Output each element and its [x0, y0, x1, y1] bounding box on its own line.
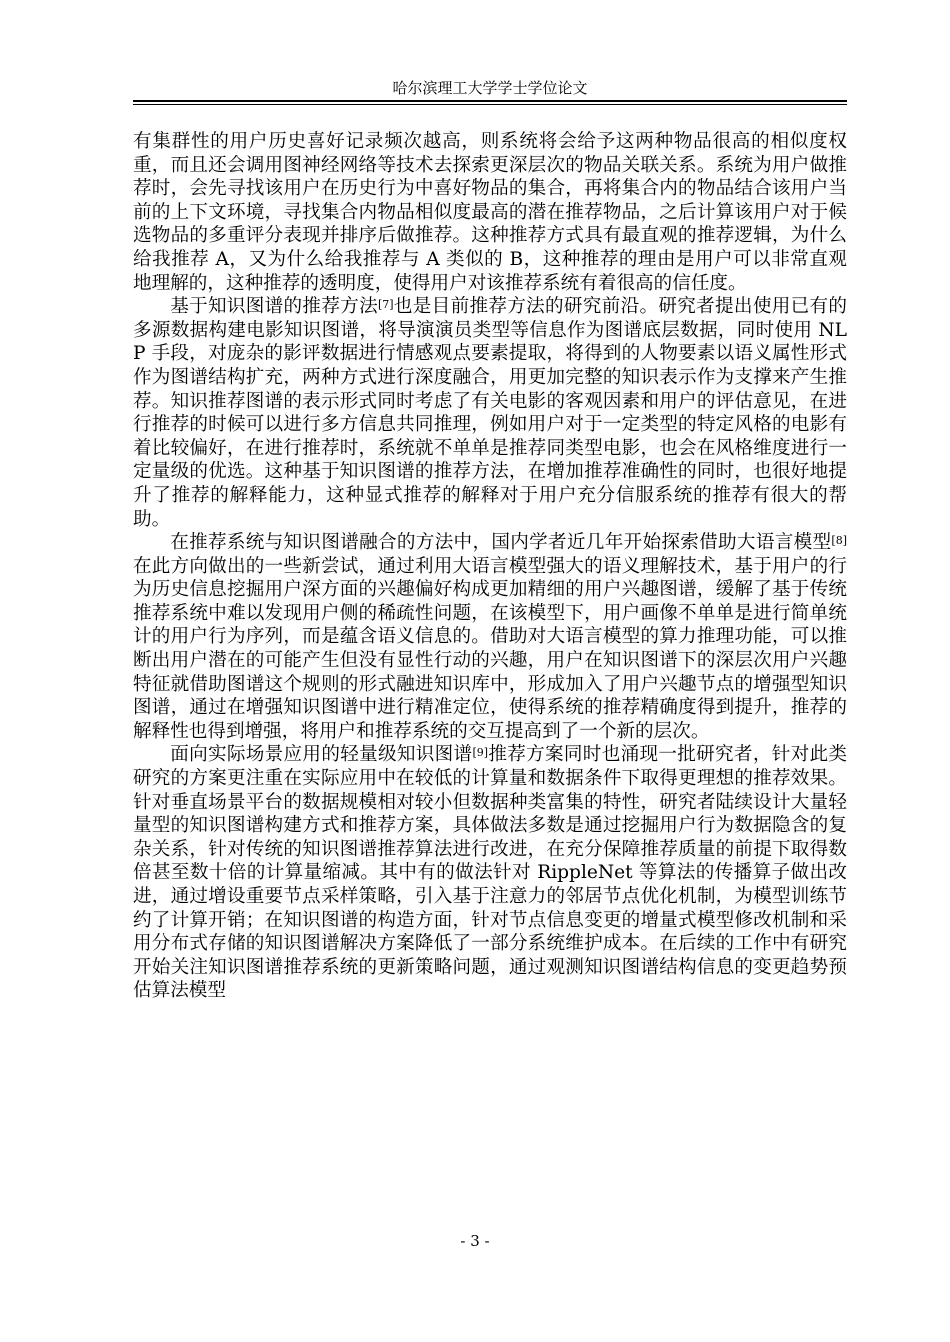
paragraph — [133, 130, 847, 295]
paragraph-text: 推荐方案同时也涌现一批研究者，针对此类研究的方案更注重在实际应用中在较低的计算量和数据条件下取得更理想的推荐效果。针对垂直场景平台的数据规模相对较小但数据种类富集的特性，研究者陆续设计大量轻量型的知识图谱构建方式和推荐方案，具体做法多数是通过挖掘用户行为数据隐含的复杂关系，针对传统的知识图谱推荐算法进行改进，在充分保障推荐质量的前提下取得数倍甚至数十倍的计算量缩减。其中有的做法针对 RippleNet 等算法的传播算子做出改进，通过增设重要节点采样策略，引入基于注意力的邻居节点优化机制，为模型训练节约了计算开销；在知识图谱的构造方面，针对节点信息变更的增量式模型修改机制和采用分布式存储的知识图谱解决方案降低了一部分系统维护成本。在后续的工作中有研究开始关注知识图谱推荐系统的更新策略问题，通过观测知识图谱结构信息的变更趋势预估算法模型 — [133, 744, 847, 1002]
citation-ref: [7] — [378, 298, 394, 312]
paragraph-text: 在此方向做出的一些新尝试，通过利用大语言模型强大的语义理解技术，基于用户的行为历史信息挖掘用户深方面的兴趣偏好构成更加精细的用户兴趣图谱，缓解了基于传统推荐系统中难以发现用户侧的稀疏性问题，在该模型下，用户画像不单单是进行简单统计的用户行为序列，而是蕴含语义信息的。借助对大语言模型的算力推理功能，可以推断出用户潜在的可能产生但没有显性行动的兴趣，用户在知识图谱下的深层次用户兴趣特征就借助图谱这个规则的形式融进知识库中，形成加入了用户兴趣节点的增强型知识图谱，通过在增强知识图谱中进行精准定位，使得系统的推荐精确度得到提升，推荐的解释性也得到增强，将用户和推荐系统的交互提高到了一个新的层次。 — [133, 555, 847, 742]
paragraph-text: 基于知识图谱的推荐方法 — [170, 296, 378, 318]
citation-ref: [9] — [472, 746, 489, 760]
body-text — [133, 130, 847, 1003]
page-number: - 3 - — [460, 1232, 490, 1250]
paragraph-text: 有集群性的用户历史喜好记录频次越高，则系统将会给予这两种物品很高的相似度权重，而且还会调用图神经网络等技术去探索更深层次的物品关联关系。系统为用户做推荐时，会先寻找该用户在历史行为中喜好物品的集合，再将集合内的物品结合该用户当前的上下文环境，寻找集合内物品相似度最高的潜在推荐物品，之后计算该用户对于候选物品的多重评分表现并排序后做推荐。这种推荐方式具有最直观的推荐逻辑，为什么给我推荐 A，又为什么给我推荐与 A 类似的 B，这种推荐的理由是用户可以非常直观地理解的，这种推荐的透明度，使得用户对该推荐系统有着很高的信任度。 — [133, 131, 847, 294]
paragraph — [133, 531, 847, 743]
paragraph — [133, 295, 847, 531]
paragraph-text: 在推荐系统与知识图谱融合的方法中，国内学者近几年开始探索借助大语言模型 — [170, 532, 832, 554]
running-header: 哈尔滨理工大学学士学位论文 — [392, 79, 588, 97]
paragraph-text: 也是目前推荐方法的研究前沿。研究者提出使用已有的多源数据构建电影知识图谱，将导演演员类型等信息作为图谱底层数据，同时使用 NLP 手段，对庞杂的影评数据进行情感观点要素提取，将得到的人物要素以语义属性形式作为图谱结构扩充，两种方式进行深度融合，用更加完整的知识表示作为支撑来产生推荐。知识推荐图谱的表示形式同时考虑了有关电影的客观因素和用户的评估意见，在进行推荐的时候可以进行多方信息共同推理，例如用户对于一定类型的特定风格的电影有着比较偏好，在进行推荐时，系统就不单单是推荐同类型电影，也会在风格维度进行一定量级的优选。这种基于知识图谱的推荐方法，在增加推荐准确性的同时，也很好地提升了推荐的解释能力，这种显式推荐的解释对于用户充分信服系统的推荐有很大的帮助。 — [133, 296, 847, 530]
header-rule-thin — [133, 104, 847, 105]
header-rule — [133, 100, 847, 102]
paragraph-text: 面向实际场景应用的轻量级知识图谱 — [170, 744, 473, 766]
paragraph — [133, 743, 847, 1003]
citation-ref: [8] — [831, 534, 847, 548]
